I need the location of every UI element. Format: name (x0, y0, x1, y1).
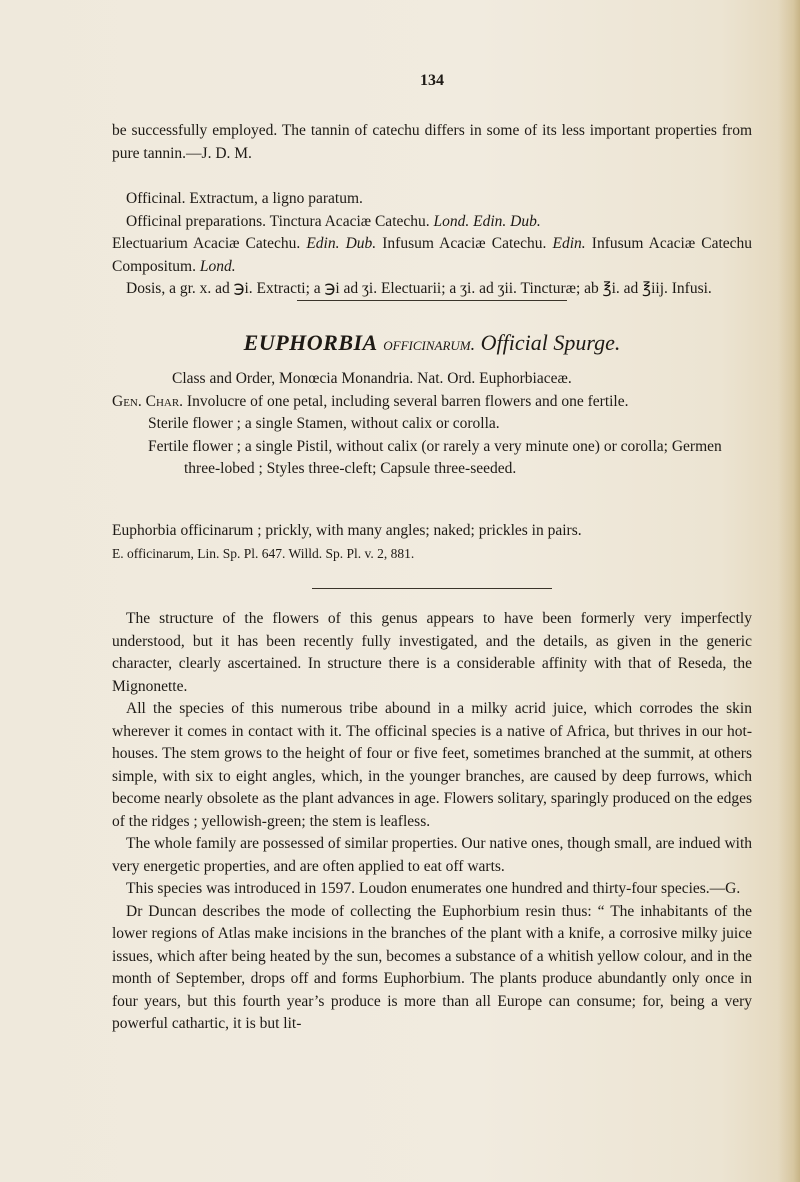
species-references: E. officinarum, Lin. Sp. Pl. 647. Willd. Sp. Pl. v. 2, 881. (112, 545, 415, 561)
species-epithet: officinarum. (383, 334, 476, 354)
species-diagnosis: Euphorbia officinarum ; prickly, with many angles; naked; prickles in pairs. (112, 522, 582, 539)
description-body (112, 608, 752, 1036)
body-paragraph-1: The structure of the flowers of this genus appears to have been formerly very imperfectly understood, but it has been recently fully investigated, and the details, as given in the generic character, clearly ascertained. In structure there is a considerable affinity with that of Reseda, the Mignonette. (112, 610, 752, 695)
officinal-line: Officinal. Extractum, a ligno paratum. (126, 190, 363, 207)
body-paragraph-3: The whole family are possessed of similar properties. Our native ones, though small, are indued with very energetic properties, and are often applied to eat off warts. (112, 835, 752, 875)
english-name: Official Spurge. (480, 330, 621, 355)
officinal-section (112, 188, 752, 301)
page-binding-shadow (778, 0, 800, 1182)
species-definition (112, 520, 752, 565)
generic-character: Gen. Char. Involucre of one petal, including several barren flowers and one fertile. (112, 392, 629, 410)
officinal-preparations-cont: Electuarium Acaciæ Catechu. Edin. Dub. Infusum Acaciæ Catechu. Edin. Infusum Acaciæ Catechu Compositum. Lond. (112, 235, 753, 275)
officinal-preparations-line: Officinal preparations. Tinctura Acaciæ Catechu. Lond. Edin. Dub. (126, 212, 541, 230)
dosis-line: Dosis, a gr. x. ad ℈i. Extracti; a ℈i ad ʒi. Electuarii; a ʒi. ad ʒii. Tincturæ; ab ℥i. ad ℥iij. Infusi. (126, 280, 712, 297)
sterile-flower-line: Sterile flower ; a single Stamen, without calix or corolla. (148, 415, 500, 432)
intro-paragraph: be successfully employed. The tannin of catechu differs in some of its less important properties from pure tannin.—J. D. M. (112, 122, 752, 162)
class-order-line: Class and Order, Monœcia Monandria. Nat. Ord. Euphorbiaceæ. (172, 370, 572, 387)
body-paragraph-5: Dr Duncan describes the mode of collecting the Euphorbium resin thus: “ The inhabitants of the lower regions of Atlas make incisions in the branches of the plant with a knife, a corrosive milky juice issues, which after being heated by the sun, becomes a substance of a whitish yellow colour, and in the month of September, drops off and forms Euphorbium. The plants produce abundantly only once in four years, but this fourth year’s produce is more than all Europe can consume; for, being a very powerful cathartic, it is but lit- (112, 902, 752, 1032)
section-rule-2 (312, 588, 552, 589)
classification-block (112, 368, 752, 481)
section-rule (297, 300, 567, 301)
body-paragraph-4: This species was introduced in 1597. Loudon enumerates one hundred and thirty-four species.—G. (126, 880, 741, 897)
page-number: 134 (420, 72, 444, 89)
genus-name: EUPHORBIA (243, 330, 378, 355)
fertile-flower-line: Fertile flower ; a single Pistil, without calix (or rarely a very minute one) or corolla; Germen three-lobed ; Styles three-cleft; Capsule three-seeded. (148, 437, 722, 477)
body-paragraph-2: All the species of this numerous tribe abound in a milky acrid juice, which corrodes the skin wherever it comes in contact with it. The officinal species is a native of Africa, but thrives in our hot-houses. The stem grows to the height of four or five feet, sometimes branched at the summit, at others simple, with six to eight angles, which, in the younger branches, are caused by deep furrows, which become nearly obsolete as the plant advances in age. Flowers solitary, sparingly produced on the edges of the ridges ; yellowish-green; the stem is leafless. (112, 700, 752, 830)
species-heading (112, 330, 752, 356)
